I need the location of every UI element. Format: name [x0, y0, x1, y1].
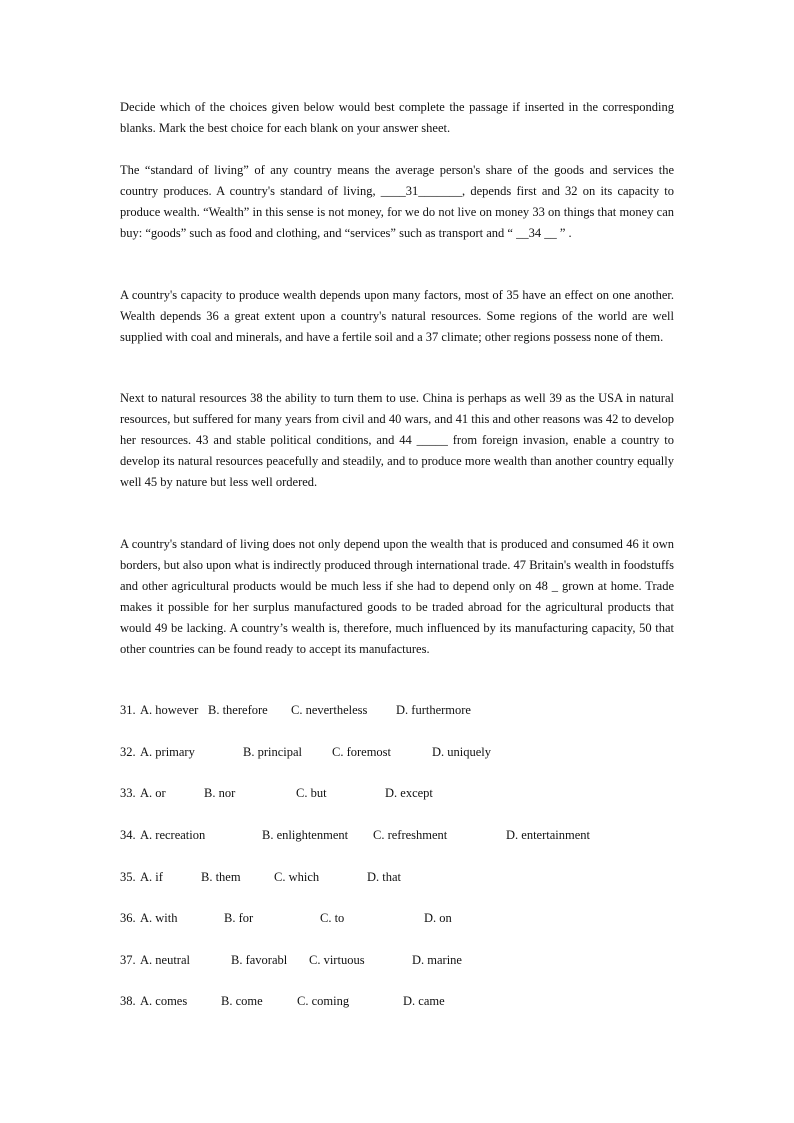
- option-c: C. but: [296, 786, 327, 800]
- option-a: A. or: [140, 786, 166, 800]
- passage-paragraph-3: Next to natural resources 38 the ability to turn them to use. China is perhaps as well 39 as the USA in natural resources, but suffered for many years from civil and 40 wars, and 41 this and other reasons was 42 to develop her resources. 43 and stable political conditions, and 44 _____ from foreign invasion, enable a country to develop its natural resources peacefully and steadily, and to produce more wealth than another country equally well 45 by nature but less well ordered.: [120, 391, 674, 489]
- option-d: D. marine: [412, 953, 462, 967]
- instructions-paragraph: Decide which of the choices given below would best complete the passage if inserted in the corresponding blanks. Mark the best choice for each blank on your answer sheet.: [120, 100, 674, 135]
- option-b: B. enlightenment: [262, 828, 349, 842]
- question-number: 38.: [120, 994, 136, 1008]
- question-number: 33.: [120, 786, 136, 800]
- option-a: A. primary: [140, 745, 195, 759]
- option-d: D. furthermore: [396, 703, 471, 717]
- passage-paragraph-4: A country's standard of living does not only depend upon the wealth that is produced and consumed 46 it own borders, but also upon what is indirectly produced through international trade. 47 Britain's wealth in foodstuffs and other agricultural products would be much less if she had to depend only on 48 _ grown at home. Trade makes it possible for her surplus manufactured goods to be traded abroad for the agricultural products that would 49 be lacking. A country’s wealth is, therefore, much influenced by its manufacturing capacity, 50 that other countries can be found ready to accept its manufactures.: [120, 537, 674, 656]
- option-d: D. that: [367, 870, 402, 884]
- option-d: D. uniquely: [432, 745, 492, 759]
- option-b: B. principal: [243, 745, 303, 759]
- question-34: [120, 825, 674, 846]
- option-a: A. recreation: [140, 828, 206, 842]
- option-c: C. to: [320, 911, 345, 925]
- question-number: 35.: [120, 870, 136, 884]
- question-number: 36.: [120, 911, 136, 925]
- question-number: 37.: [120, 953, 136, 967]
- question-number: 32.: [120, 745, 136, 759]
- option-a: A. however: [140, 703, 199, 717]
- option-b: B. for: [224, 911, 254, 925]
- option-a: A. comes: [140, 994, 188, 1008]
- option-b: B. come: [221, 994, 263, 1008]
- question-31: [120, 700, 674, 721]
- question-36: [120, 908, 674, 929]
- question-35: [120, 867, 674, 888]
- question-33: [120, 783, 674, 804]
- question-37: [120, 950, 674, 971]
- option-c: C. coming: [297, 994, 350, 1008]
- option-c: C. virtuous: [309, 953, 365, 967]
- option-d: D. entertainment: [506, 828, 590, 842]
- option-b: B. therefore: [208, 703, 268, 717]
- question-38: [120, 991, 674, 1012]
- option-d: D. came: [403, 994, 445, 1008]
- question-number: 31.: [120, 703, 136, 717]
- option-b: B. favorabl: [231, 953, 288, 967]
- option-d: D. except: [385, 786, 433, 800]
- question-number: 34.: [120, 828, 136, 842]
- option-c: C. foremost: [332, 745, 392, 759]
- passage-paragraph-2: A country's capacity to produce wealth depends upon many factors, most of 35 have an effect on one another. Wealth depends 36 a great extent upon a country's natural resources. Some regions of the world are well supplied with coal and minerals, and have a fertile soil and a 37 climate; other regions possess none of them.: [120, 288, 674, 344]
- option-c: C. refreshment: [373, 828, 448, 842]
- option-c: C. nevertheless: [291, 703, 368, 717]
- option-a: A. neutral: [140, 953, 190, 967]
- option-b: B. them: [201, 870, 241, 884]
- option-a: A. with: [140, 911, 178, 925]
- option-d: D. on: [424, 911, 452, 925]
- question-32: [120, 742, 674, 763]
- option-c: C. which: [274, 870, 320, 884]
- passage-paragraph-1: The “standard of living” of any country means the average person's share of the goods and services the country produces. A country's standard of living, ____31_______, depends first and 32 on its capacity to produce wealth. “Wealth” in this sense is not money, for we do not live on money 33 on things that money can buy: “goods” such as food and clothing, and “services” such as transport and “ __34 __ ” .: [120, 163, 674, 240]
- option-a: A. if: [140, 870, 163, 884]
- option-b: B. nor: [204, 786, 236, 800]
